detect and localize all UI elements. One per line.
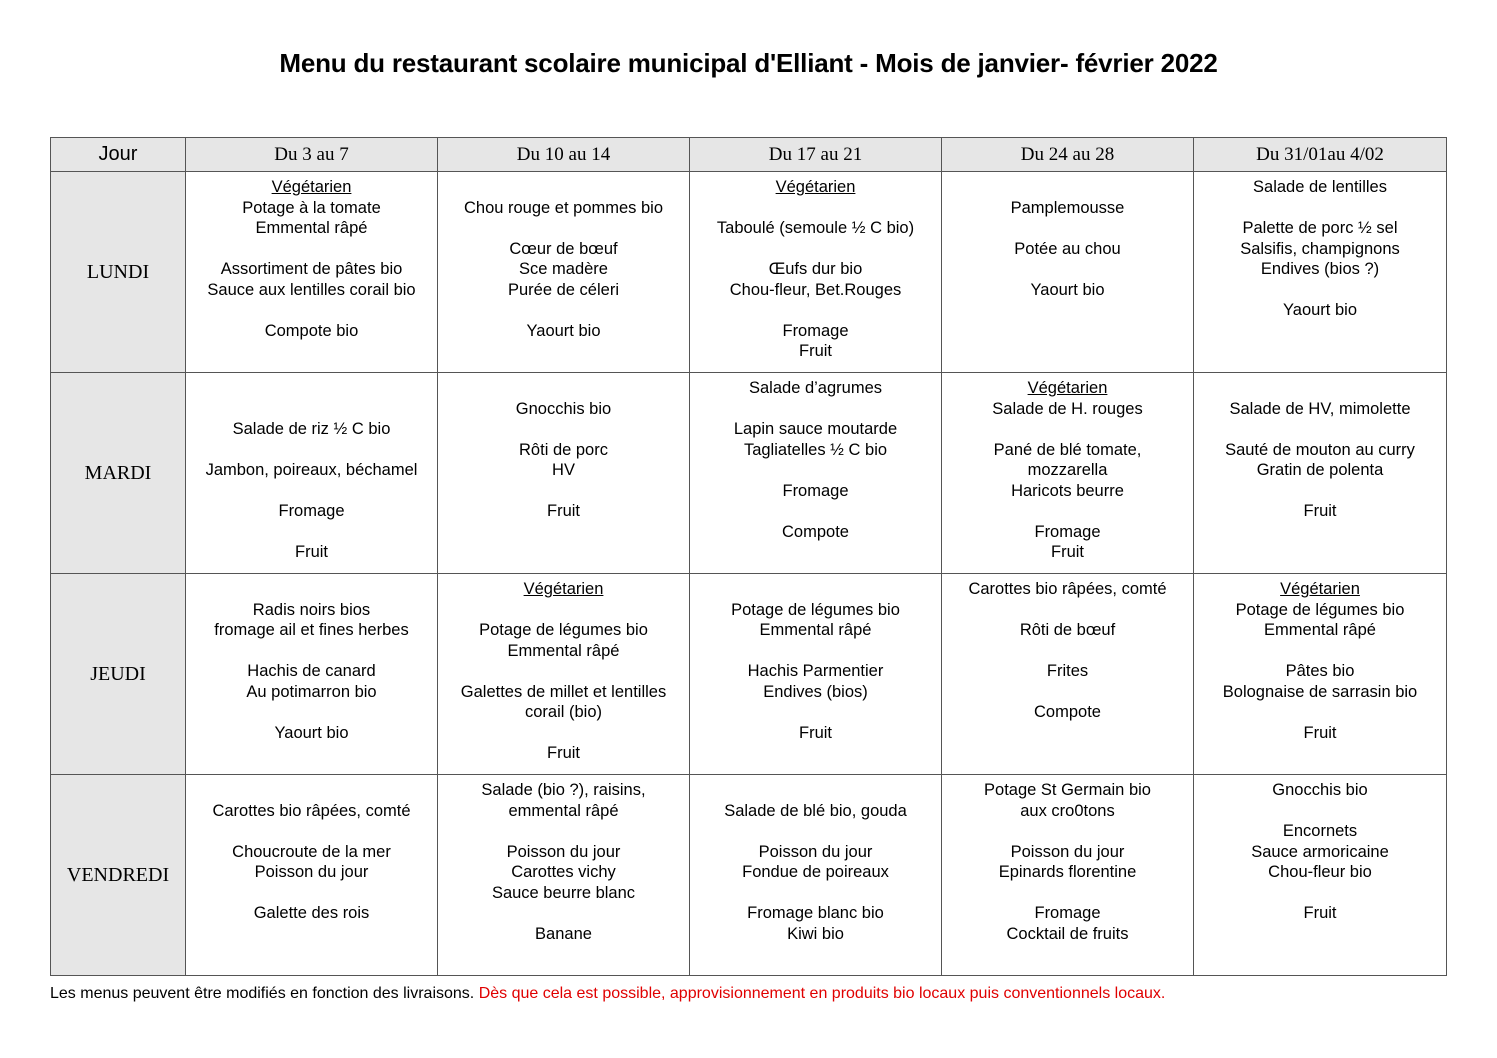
menu-line: Assortiment de pâtes bio	[220, 260, 403, 278]
day-row	[51, 373, 1447, 574]
menu-line: Pamplemousse	[1010, 198, 1125, 217]
menu-line: Chou rouge et pommes bio	[463, 198, 664, 217]
menu-line: Frites	[1046, 662, 1089, 680]
menu-line: Sauté de mouton au curry	[1225, 440, 1415, 459]
menu-line: Sauce aux lentilles corail bio	[207, 280, 416, 299]
menu-line	[186, 522, 437, 543]
menu-line: Pané de blé tomate,	[993, 440, 1142, 459]
menu-line	[1194, 702, 1446, 723]
menu-line: Gratin de polenta	[1256, 461, 1384, 479]
menu-line	[942, 259, 1193, 280]
menu-line: Fromage	[782, 321, 849, 340]
menu-line: corail (bio)	[524, 703, 603, 721]
menu-line	[942, 641, 1193, 662]
day-label: VENDREDI	[51, 775, 186, 976]
menu-cell	[942, 373, 1194, 574]
menu-line	[186, 481, 437, 502]
menu-line: Fruit	[295, 543, 328, 561]
menu-line	[690, 702, 941, 723]
column-header-jour: Jour	[51, 138, 186, 172]
day-row	[51, 574, 1447, 775]
menu-line	[690, 821, 941, 842]
menu-line	[942, 883, 1193, 904]
menu-line: Fromage	[1034, 522, 1101, 541]
menu-cell	[690, 574, 942, 775]
menu-line	[186, 641, 437, 662]
menu-line: Poisson du jour	[758, 842, 873, 861]
menu-line: HV	[552, 461, 575, 479]
menu-line	[690, 501, 941, 522]
menu-line: Gnocchis bio	[1272, 781, 1368, 799]
menu-line: Lapin sauce moutarde	[733, 420, 898, 438]
menu-line	[438, 177, 689, 198]
menu-cell	[942, 172, 1194, 373]
column-header-week: Du 31/01au 4/02	[1194, 138, 1447, 172]
menu-line: emmental râpé	[508, 801, 619, 820]
menu-line	[438, 378, 689, 399]
menu-line: Salade d’agrumes	[749, 379, 882, 397]
menu-line: Végétarien	[1280, 580, 1360, 598]
menu-line: Kiwi bio	[787, 924, 844, 943]
menu-line: Salsifis, champignons	[1240, 239, 1400, 258]
menu-line	[690, 300, 941, 321]
menu-line: Potée au chou	[1014, 239, 1121, 258]
menu-line: Jambon, poireaux, béchamel	[205, 461, 418, 479]
menu-line: Carottes bio râpées, comté	[212, 801, 411, 820]
menu-line: Fruit	[799, 723, 832, 742]
menu-cell	[186, 775, 438, 976]
menu-cell	[1194, 373, 1447, 574]
menu-line: Galettes de millet et lentilles	[460, 682, 667, 701]
menu-line	[942, 218, 1193, 239]
menu-line: Salade de H. rouges	[992, 399, 1143, 418]
menu-line: Salade de riz ½ C bio	[232, 420, 391, 438]
menu-line	[1194, 419, 1446, 440]
menu-line: Carottes bio râpées, comté	[968, 580, 1167, 598]
menu-line: mozzarella	[1027, 461, 1108, 479]
menu-line: Choucroute de la mer	[232, 842, 391, 861]
menu-cell	[438, 172, 690, 373]
menu-cell	[690, 373, 942, 574]
menu-line: Au potimarron bio	[246, 682, 377, 701]
menu-line: Fromage blanc bio	[747, 904, 884, 922]
menu-line: Fruit	[1303, 502, 1337, 520]
menu-line: Potage à la tomate	[242, 198, 381, 217]
menu-line: Emmental râpé	[1264, 621, 1376, 639]
menu-line: fromage ail et fines herbes	[214, 621, 409, 639]
menu-line: Végétarien	[775, 178, 856, 196]
menu-line: Salade de HV, mimolette	[1229, 399, 1411, 418]
menu-cell	[1194, 775, 1447, 976]
menu-cell	[1194, 574, 1447, 775]
menu-line: Emmental râpé	[255, 219, 368, 237]
column-header-week: Du 24 au 28	[942, 138, 1194, 172]
menu-line	[438, 218, 689, 239]
menu-line: Potage de légumes bio	[479, 621, 648, 639]
menu-line	[690, 883, 941, 904]
menu-line: Rôti de porc	[519, 440, 608, 459]
menu-line: Potage St Germain bio	[984, 781, 1151, 799]
menu-line: Sauce beurre blanc	[491, 883, 636, 902]
menu-line: Poisson du jour	[254, 863, 369, 881]
menu-line	[438, 661, 689, 682]
menu-line	[942, 600, 1193, 621]
footer-note-text: Les menus peuvent être modifiés en fonction des livraisons.	[50, 985, 479, 1002]
menu-line	[690, 460, 941, 481]
menu-line: Végétarien	[523, 580, 604, 598]
menu-line: Endives (bios)	[763, 682, 868, 701]
menu-line	[186, 378, 437, 399]
menu-line: Potage de légumes bio	[1235, 600, 1405, 619]
menu-line: Compote bio	[264, 321, 359, 340]
menu-line	[690, 780, 941, 801]
menu-line: Carottes vichy	[511, 863, 616, 881]
menu-line	[1194, 481, 1446, 502]
menu-line	[942, 821, 1193, 842]
menu-line: Radis noirs bios	[252, 600, 371, 619]
menu-line: Chou-fleur bio	[1268, 863, 1372, 881]
menu-line: Sce madère	[519, 260, 608, 278]
menu-line: Yaourt bio	[274, 723, 349, 742]
menu-line: Bolognaise de sarrasin bio	[1222, 682, 1418, 701]
menu-line: Emmental râpé	[759, 621, 872, 639]
menu-line	[186, 579, 437, 600]
menu-line: Banane	[535, 924, 592, 943]
menu-line	[1194, 801, 1446, 822]
menu-line	[690, 198, 941, 219]
menu-line: Fondue de poireaux	[742, 863, 889, 881]
menu-line	[186, 780, 437, 801]
menu-line: Fromage	[1034, 904, 1101, 922]
menu-line: Yaourt bio	[526, 321, 601, 340]
menu-line: Cocktail de fruits	[1006, 924, 1129, 943]
menu-line: Potage de légumes bio	[731, 600, 900, 619]
menu-line: Compote	[1034, 703, 1101, 721]
menu-line: Végétarien	[271, 178, 352, 196]
menu-line	[186, 702, 437, 723]
column-header-week: Du 3 au 7	[186, 138, 438, 172]
menu-line: Taboulé (semoule ½ C bio)	[716, 219, 915, 237]
menu-cell	[1194, 172, 1447, 373]
menu-line: Pâtes bio	[1285, 662, 1355, 680]
menu-line	[690, 239, 941, 260]
menu-line	[438, 419, 689, 440]
menu-line: Galette des rois	[253, 904, 370, 922]
menu-line: Poisson du jour	[506, 842, 621, 861]
menu-line	[690, 579, 941, 600]
day-row	[51, 775, 1447, 976]
menu-line	[186, 399, 437, 420]
menu-cell	[942, 574, 1194, 775]
menu-cell	[438, 574, 690, 775]
menu-line: Salade de lentilles	[1253, 178, 1387, 196]
menu-line	[438, 903, 689, 924]
day-label: MARDI	[51, 373, 186, 574]
page-title: Menu du restaurant scolaire municipal d'Elliant - Mois de janvier- février 2022	[279, 48, 1218, 78]
menu-cell	[186, 373, 438, 574]
menu-line: Yaourt bio	[1030, 280, 1105, 299]
menu-line: Epinards florentine	[998, 863, 1137, 881]
menu-line: Salade de blé bio, gouda	[724, 801, 907, 820]
menu-line: Salade (bio ?), raisins,	[481, 781, 646, 799]
menu-line	[942, 177, 1193, 198]
menu-line: Fruit	[1303, 723, 1337, 742]
day-label: LUNDI	[51, 172, 186, 373]
menu-cell	[186, 172, 438, 373]
header-row	[51, 138, 1447, 172]
menu-line: Fruit	[1303, 904, 1337, 922]
menu-line	[438, 723, 689, 744]
menu-line: Fromage	[782, 481, 849, 500]
menu-line: Endives (bios ?)	[1260, 260, 1380, 278]
menu-line: aux cro0tons	[1020, 801, 1115, 820]
menu-cell	[942, 775, 1194, 976]
menu-line: Purée de céleri	[508, 280, 619, 299]
menu-line: Compote	[782, 522, 849, 541]
column-header-week: Du 17 au 21	[690, 138, 942, 172]
menu-line	[942, 501, 1193, 522]
menu-line	[186, 239, 437, 260]
menu-cell	[438, 373, 690, 574]
menu-line	[690, 641, 941, 662]
menu-line: Gnocchis bio	[515, 399, 612, 418]
menu-line: Fromage	[278, 502, 345, 520]
menu-line: Hachis de canard	[247, 662, 376, 680]
menu-line: Chou-fleur, Bet.Rouges	[729, 280, 902, 299]
menu-cell	[438, 775, 690, 976]
menu-line: Yaourt bio	[1283, 301, 1357, 319]
menu-line	[186, 300, 437, 321]
column-header-week: Du 10 au 14	[438, 138, 690, 172]
menu-line: Haricots beurre	[1011, 481, 1124, 500]
menu-line	[438, 300, 689, 321]
day-label: JEUDI	[51, 574, 186, 775]
menu-line	[186, 883, 437, 904]
menu-line: Hachis Parmentier	[747, 662, 884, 680]
menu-line: Rôti de bœuf	[1019, 621, 1116, 639]
footer-note-highlight: Dès que cela est possible, approvisionnement en produits bio locaux puis conventionnels locaux.	[478, 985, 1166, 1002]
menu-line	[1194, 280, 1446, 301]
menu-line	[438, 481, 689, 502]
menu-line: Œufs dur bio	[768, 260, 863, 278]
menu-line	[1194, 883, 1446, 904]
menu-line	[1194, 198, 1446, 219]
menu-line: Poisson du jour	[1010, 842, 1125, 861]
menu-line	[942, 682, 1193, 703]
menu-line	[186, 440, 437, 461]
menu-line: Palette de porc ½ sel	[1242, 219, 1398, 237]
menu-line	[186, 821, 437, 842]
menu-line: Encornets	[1282, 822, 1358, 840]
menu-table	[50, 137, 1447, 976]
menu-line	[942, 419, 1193, 440]
menu-line: Cœur de bœuf	[509, 239, 618, 258]
menu-line: Fruit	[547, 744, 580, 762]
menu-line: Sauce armoricaine	[1251, 842, 1389, 861]
menu-line: Végétarien	[1027, 379, 1108, 397]
menu-line	[1194, 378, 1446, 399]
menu-line: Fruit	[547, 502, 580, 520]
menu-line	[690, 399, 941, 420]
menu-cell	[186, 574, 438, 775]
menu-line	[438, 821, 689, 842]
menu-line	[1194, 641, 1446, 662]
menu-line: Emmental râpé	[507, 641, 620, 660]
menu-line: Tagliatelles ½ C bio	[743, 440, 888, 459]
menu-cell	[690, 172, 942, 373]
menu-line: Fruit	[1051, 543, 1084, 561]
menu-cell	[690, 775, 942, 976]
menu-line	[438, 600, 689, 621]
menu-line: Fruit	[799, 342, 832, 360]
day-row	[51, 172, 1447, 373]
footer-note	[50, 985, 1165, 1003]
